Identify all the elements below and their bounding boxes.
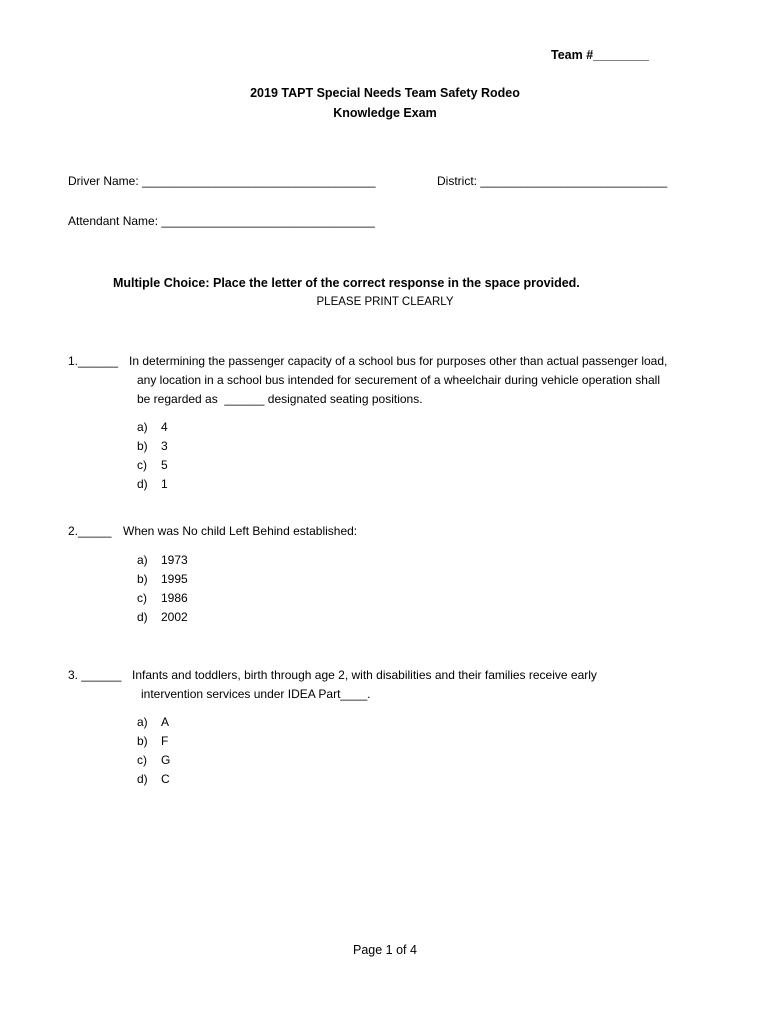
print-clearly-note: PLEASE PRINT CLEARLY: [316, 296, 454, 308]
option-label: a): [137, 553, 148, 567]
option-text: 1973: [161, 553, 188, 567]
attendant-name-field: Attendant Name: ________________________________: [68, 214, 375, 228]
option-text: 1995: [161, 572, 188, 586]
option-label: d): [137, 477, 148, 491]
option-text: 4: [161, 420, 168, 434]
question-2-text-line-1: When was No child Left Behind established:: [123, 524, 358, 538]
option-text: 3: [161, 439, 168, 453]
question-1-text-line-3: be regarded as ______ designated seating positions.: [137, 392, 423, 406]
exam-title: 2019 TAPT Special Needs Team Safety Rodeo: [250, 86, 520, 100]
exam-subtitle: Knowledge Exam: [333, 106, 437, 120]
option-text: G: [161, 753, 171, 767]
option-text: 1986: [161, 591, 188, 605]
page-number: Page 1 of 4: [353, 943, 417, 957]
question-1-option-c: [137, 458, 168, 472]
question-1-option-d: [137, 477, 168, 491]
question-3-answer-blank: 3. ______: [68, 668, 122, 682]
district-field: District: ____________________________: [437, 174, 668, 188]
question-3-option-b: [137, 734, 168, 748]
driver-name-field: Driver Name: ___________________________________: [68, 174, 376, 188]
question-2-option-a: [137, 553, 188, 567]
question-3-option-d: [137, 772, 170, 786]
option-label: c): [137, 753, 147, 767]
question-2-answer-blank: 2._____: [68, 524, 112, 538]
team-number-label: Team #________: [551, 48, 649, 62]
question-1-answer-blank: 1.______: [68, 354, 119, 368]
question-2-option-c: [137, 591, 188, 605]
option-label: a): [137, 715, 148, 729]
option-label: d): [137, 610, 148, 624]
option-text: F: [161, 734, 169, 748]
option-label: a): [137, 420, 148, 434]
instructions-heading: Multiple Choice: Place the letter of the correct response in the space provided.: [113, 276, 580, 290]
question-3-text-line-2: intervention services under IDEA Part____.: [141, 687, 371, 701]
question-3-option-a: [137, 715, 169, 729]
question-2-option-d: [137, 610, 188, 624]
option-text: 5: [161, 458, 168, 472]
option-label: d): [137, 772, 148, 786]
question-1-text-line-1: In determining the passenger capacity of a school bus for purposes other than actual passenger load,: [129, 354, 668, 368]
option-text: 1: [161, 477, 168, 491]
option-text: A: [161, 715, 170, 729]
question-1-text-line-2: any location in a school bus intended for securement of a wheelchair during vehicle operation shall: [137, 373, 660, 387]
option-label: b): [137, 734, 148, 748]
option-label: b): [137, 439, 148, 453]
option-text: C: [161, 772, 170, 786]
option-label: c): [137, 591, 147, 605]
option-label: c): [137, 458, 147, 472]
question-1-option-a: [137, 420, 168, 434]
option-text: 2002: [161, 610, 188, 624]
question-3-option-c: [137, 753, 170, 767]
question-1-option-b: [137, 439, 168, 453]
question-3-text-line-1: Infants and toddlers, birth through age 2, with disabilities and their families receive early: [132, 668, 597, 682]
option-label: b): [137, 572, 148, 586]
question-2-option-b: [137, 572, 188, 586]
